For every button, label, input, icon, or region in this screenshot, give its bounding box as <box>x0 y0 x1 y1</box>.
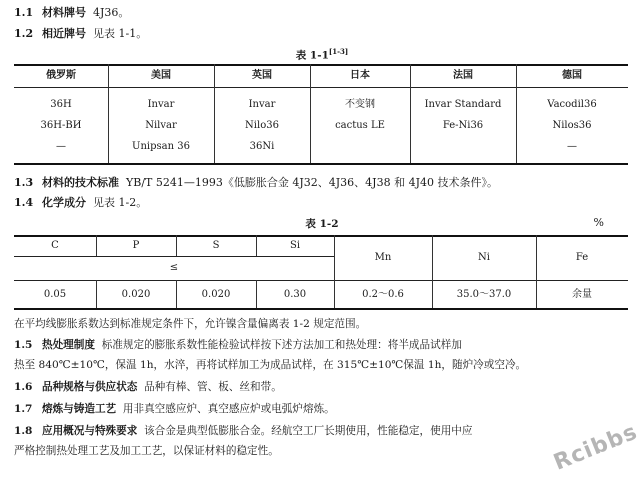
section-number: 1.1 <box>14 6 34 19</box>
section-number: 1.4 <box>14 196 34 209</box>
table-cell: 36H <box>50 99 72 110</box>
table-bottom-rule <box>14 163 628 165</box>
section-1-8 <box>14 425 628 438</box>
table-bottom-rule <box>14 308 628 310</box>
table-top-rule <box>14 64 628 66</box>
table-cell: Unipsan 36 <box>132 141 190 152</box>
caption-text: 表 1-1 <box>295 49 329 62</box>
less-equal-symbol: ≤ <box>169 262 179 273</box>
section-number: 1.7 <box>14 403 33 415</box>
table-header-cell: 日本 <box>350 70 370 81</box>
section-heading: 应用概况与特殊要求 <box>42 425 138 437</box>
section-1-3 <box>14 176 498 189</box>
table-header-cell: 俄罗斯 <box>46 70 76 81</box>
section-number: 1.5 <box>14 339 33 351</box>
section-number: 1.3 <box>14 176 34 189</box>
table-1-1-caption <box>0 48 644 62</box>
table-header-cell: S <box>212 240 220 251</box>
section-text: 用非真空感应炉、真空感应炉或电弧炉熔炼。 <box>122 403 335 415</box>
section-1-7 <box>14 403 628 416</box>
table-header-cell: 法国 <box>453 70 473 81</box>
section-1-5-continued: 热至 840℃±10℃，保温 1h，水淬，再将试样加工为成品试样，在 315℃±10℃保温 1h，随炉冷或空冷。 <box>14 359 527 371</box>
table-cell: Vacodil36 <box>547 99 597 110</box>
section-1-2 <box>14 27 147 40</box>
section-number: 1.6 <box>14 381 33 393</box>
section-text: 该合金是典型低膨胀合金。经航空工厂长期使用，性能稳定，使用中应 <box>144 425 473 437</box>
table-cell: Invar Standard <box>424 99 502 110</box>
section-1-4 <box>14 196 147 209</box>
table-header-cell: Mn <box>374 252 392 263</box>
section-text: 见表 1-1。 <box>93 27 148 40</box>
table-1-2-caption: 表 1-2 <box>305 218 339 230</box>
table-cell: 0.05 <box>43 289 67 300</box>
table-cell: Nilo36 <box>245 120 279 131</box>
table-header-cell: Ni <box>478 252 490 263</box>
section-1-6 <box>14 381 628 394</box>
section-text: 标准规定的膨胀系数性能检验试样按下述方法加工和热处理：将半成品试样加 <box>101 339 462 351</box>
section-text: 4J36。 <box>93 6 130 19</box>
table-cell: — <box>567 141 577 152</box>
table-header-cell: 英国 <box>252 70 272 81</box>
section-heading: 熔炼与铸造工艺 <box>42 403 117 415</box>
section-heading: 材料的技术标准 <box>42 176 119 189</box>
section-1-1 <box>14 6 129 19</box>
table-cell: cactus LE <box>335 120 385 131</box>
table-header-cell: C <box>51 240 59 251</box>
table-cell: Invar <box>147 99 175 110</box>
table-cell: Invar <box>248 99 276 110</box>
section-text: 品种有棒、管、板、丝和带。 <box>144 381 282 393</box>
table-cell: Nilvar <box>145 120 177 131</box>
table-header-cell: Si <box>289 240 301 251</box>
section-heading: 品种规格与供应状态 <box>42 381 138 393</box>
table-header-cell: 德国 <box>562 70 582 81</box>
caption-reference: [1-3] <box>328 47 349 56</box>
table-cell: Fe-Ni36 <box>442 120 484 131</box>
note-text: 在平均线膨胀系数达到标准规定条件下，允许镍含量偏离表 1-2 规定范围。 <box>14 318 367 330</box>
section-heading: 化学成分 <box>42 196 86 209</box>
section-text: 见表 1-2。 <box>93 196 148 209</box>
table-cell: — <box>56 141 66 152</box>
table-cell: 余量 <box>572 289 592 300</box>
table-cell: Nilos36 <box>552 120 592 131</box>
table-cell: 36Ni <box>249 141 275 152</box>
table-header-cell: 美国 <box>151 70 171 81</box>
section-text: YB/T 5241—1993《低膨胀合金 4J32、4J36、4J38 和 4J40 技术条件》。 <box>126 176 498 189</box>
table-cell: 0.020 <box>201 289 231 300</box>
table-cell: 35.0～37.0 <box>456 289 512 300</box>
section-heading: 热处理制度 <box>42 339 95 351</box>
watermark-logo: Rcibbs <box>550 419 642 476</box>
table-cell: 不变钢 <box>345 99 375 110</box>
section-number: 1.8 <box>14 425 33 437</box>
table-cell: 0.2～0.6 <box>362 289 404 300</box>
section-1-8-continued: 严格控制热处理工艺及加工工艺，以保证材料的稳定性。 <box>14 445 279 457</box>
table-cell: 0.020 <box>121 289 151 300</box>
table-cell: 0.30 <box>283 289 307 300</box>
unit-label: % <box>593 216 604 229</box>
section-number: 1.2 <box>14 27 34 40</box>
table-header-cell: P <box>132 240 140 251</box>
section-heading: 相近牌号 <box>42 27 86 40</box>
section-1-5 <box>14 339 628 352</box>
table-header-cell: Fe <box>575 252 589 263</box>
table-cell: 36H-BИ <box>40 120 82 131</box>
section-heading: 材料牌号 <box>42 6 86 19</box>
table-header-rule <box>14 256 334 257</box>
table-header-rule <box>14 87 628 88</box>
